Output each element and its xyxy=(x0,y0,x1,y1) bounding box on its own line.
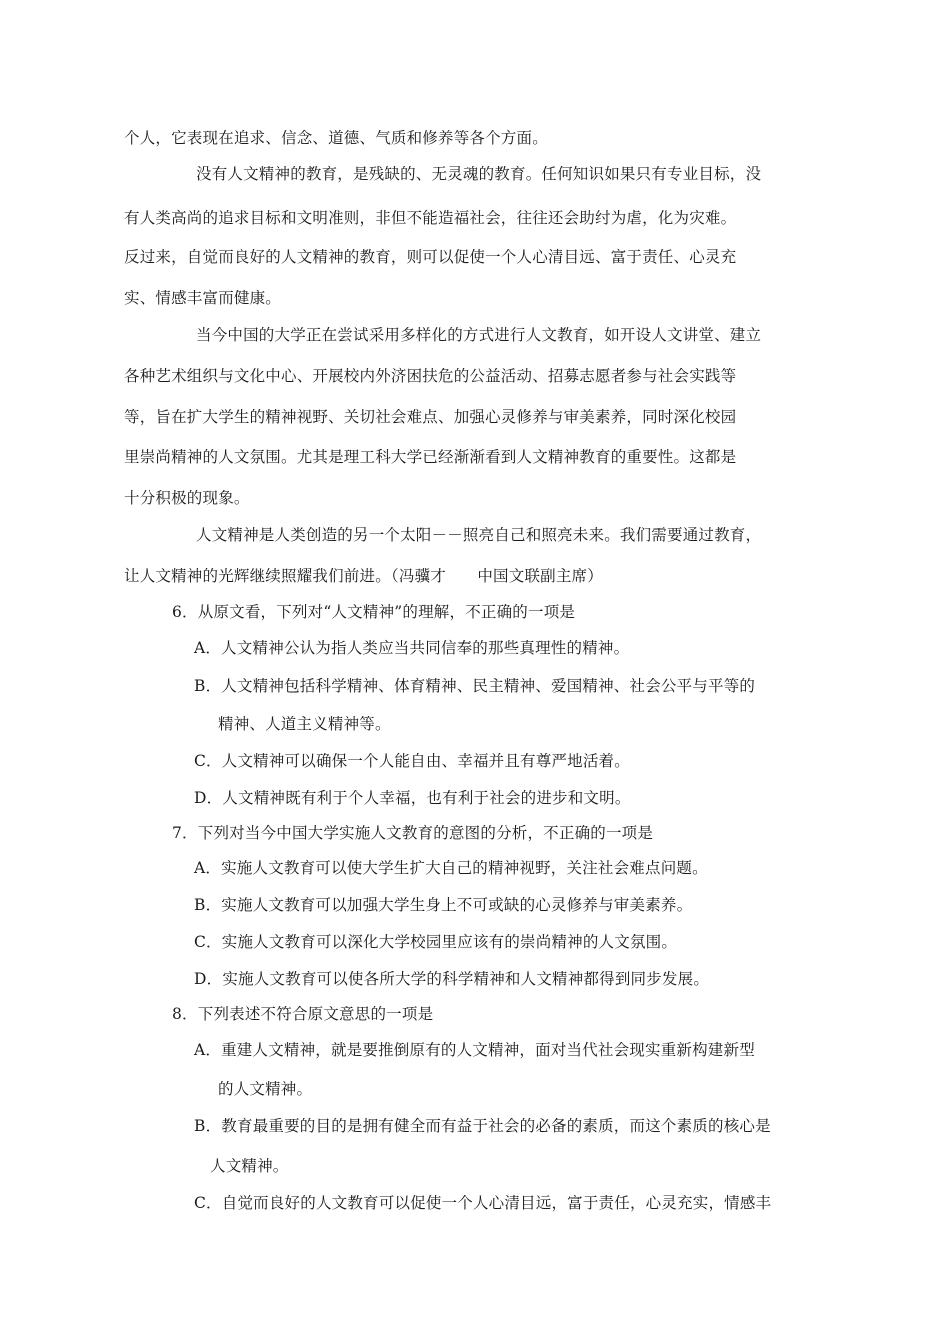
passage-line: 实、情感丰富而健康。 xyxy=(124,289,282,307)
passage-line: 里崇尚精神的人文氛围。尤其是理工科大学已经渐渐看到人文精神教育的重要性。这都是 xyxy=(124,448,737,466)
passage-line: 等，旨在扩大学生的精神视野、关切社会难点、加强心灵修养与审美素养，同时深化校园 xyxy=(124,408,737,426)
question-option: A．重建人文精神，就是要推倒原有的人文精神，面对当代社会现实重新构建新型 xyxy=(194,1041,755,1059)
passage-line: 反过来，自觉而良好的人文精神的教育，则可以促使一个人心清目远、富于责任、心灵充 xyxy=(124,248,737,266)
question-option-continuation: 的人文精神。 xyxy=(218,1080,313,1098)
passage-line: 个人，它表现在追求、信念、道德、气质和修养等各个方面。 xyxy=(124,129,548,147)
passage-line: 各种艺术组织与文化中心、开展校内外济困扶危的公益活动、招募志愿者参与社会实践等 xyxy=(124,367,737,385)
question-stem: 8．下列表述不符合原文意思的一项是 xyxy=(172,1005,434,1023)
question-stem: 6．从原文看，下列对“人文精神”的理解，不正确的一项是 xyxy=(172,603,576,621)
passage-line: 十分积极的现象。 xyxy=(124,489,250,507)
question-option: D．人文精神既有利于个人幸福，也有利于社会的进步和文明。 xyxy=(194,789,631,807)
question-option: C．实施人文教育可以深化大学校园里应该有的崇尚精神的人文氛围。 xyxy=(194,933,678,951)
question-option: B．人文精神包括科学精神、体育精神、民主精神、爱国精神、社会公平与平等的 xyxy=(194,677,756,695)
question-option: C．人文精神可以确保一个人能自由、幸福并且有尊严地活着。 xyxy=(194,752,630,770)
question-option: C．自觉而良好的人文教育可以促使一个人心清目远，富于责任，心灵充实，情感丰 xyxy=(194,1194,772,1212)
question-stem: 7．下列对当今中国大学实施人文教育的意图的分析，不正确的一项是 xyxy=(172,824,654,842)
passage-line: 让人文精神的光辉继续照耀我们前进。（冯骥才 中国文联副主席） xyxy=(124,567,603,585)
passage-line: 人文精神是人类创造的另一个太阳－－照亮自己和照亮未来。我们需要通过教育， xyxy=(196,526,762,544)
passage-line: 当今中国的大学正在尝试采用多样化的方式进行人文教育，如开设人文讲堂、建立 xyxy=(196,326,762,344)
question-option-continuation: 人文精神。 xyxy=(210,1157,289,1175)
passage-line: 没有人文精神的教育，是残缺的、无灵魂的教育。任何知识如果只有专业目标，没 xyxy=(196,165,762,183)
question-option: A．实施人文教育可以使大学生扩大自己的精神视野，关注社会难点问题。 xyxy=(194,859,708,877)
question-option: A．人文精神公认为指人类应当共同信奉的那些真理性的精神。 xyxy=(194,639,630,657)
question-option: D．实施人文教育可以使各所大学的科学精神和人文精神都得到同步发展。 xyxy=(194,970,710,988)
passage-line: 有人类高尚的追求目标和文明准则，非但不能造福社会，往往还会助纣为虐，化为灾难。 xyxy=(124,209,737,227)
question-option: B．实施人文教育可以加强大学生身上不可或缺的心灵修养与审美素养。 xyxy=(194,896,693,914)
question-option-continuation: 精神、人道主义精神等。 xyxy=(218,715,391,733)
question-option: B．教育最重要的目的是拥有健全而有益于社会的必备的素质，而这个素质的核心是 xyxy=(194,1117,771,1135)
